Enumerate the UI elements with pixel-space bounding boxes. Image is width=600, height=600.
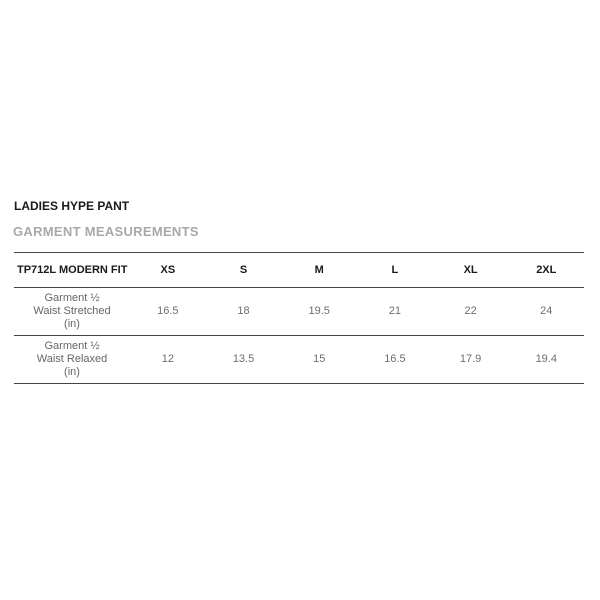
size-header-xl: XL xyxy=(433,253,509,288)
row-label xyxy=(14,336,130,384)
size-header-m: M xyxy=(281,253,357,288)
measurements-table xyxy=(14,252,584,384)
size-header-l: L xyxy=(357,253,433,288)
size-header-xs: XS xyxy=(130,253,206,288)
table-cell: 19.5 xyxy=(281,288,357,336)
table-cell: 13.5 xyxy=(206,336,282,384)
row-label xyxy=(14,288,130,336)
size-header-2xl: 2XL xyxy=(508,253,584,288)
header-row xyxy=(14,253,584,288)
table-row xyxy=(14,288,584,336)
table-cell: 18 xyxy=(206,288,282,336)
table-cell: 15 xyxy=(281,336,357,384)
table-cell: 21 xyxy=(357,288,433,336)
table-cell: 12 xyxy=(130,336,206,384)
table-cell: 16.5 xyxy=(130,288,206,336)
table-cell: 24 xyxy=(508,288,584,336)
table-cell: 17.9 xyxy=(433,336,509,384)
section-title: GARMENT MEASUREMENTS xyxy=(13,224,199,239)
fit-label-header: TP712L MODERN FIT xyxy=(14,253,130,288)
table-cell: 16.5 xyxy=(357,336,433,384)
row-label-text: Garment ½ Waist Stretched (in) xyxy=(33,292,111,330)
row-label-text: Garment ½ Waist Relaxed (in) xyxy=(36,340,108,378)
table-cell: 19.4 xyxy=(508,336,584,384)
table-cell: 22 xyxy=(433,288,509,336)
table-row xyxy=(14,336,584,384)
product-title: LADIES HYPE PANT xyxy=(14,199,130,213)
size-header-s: S xyxy=(206,253,282,288)
